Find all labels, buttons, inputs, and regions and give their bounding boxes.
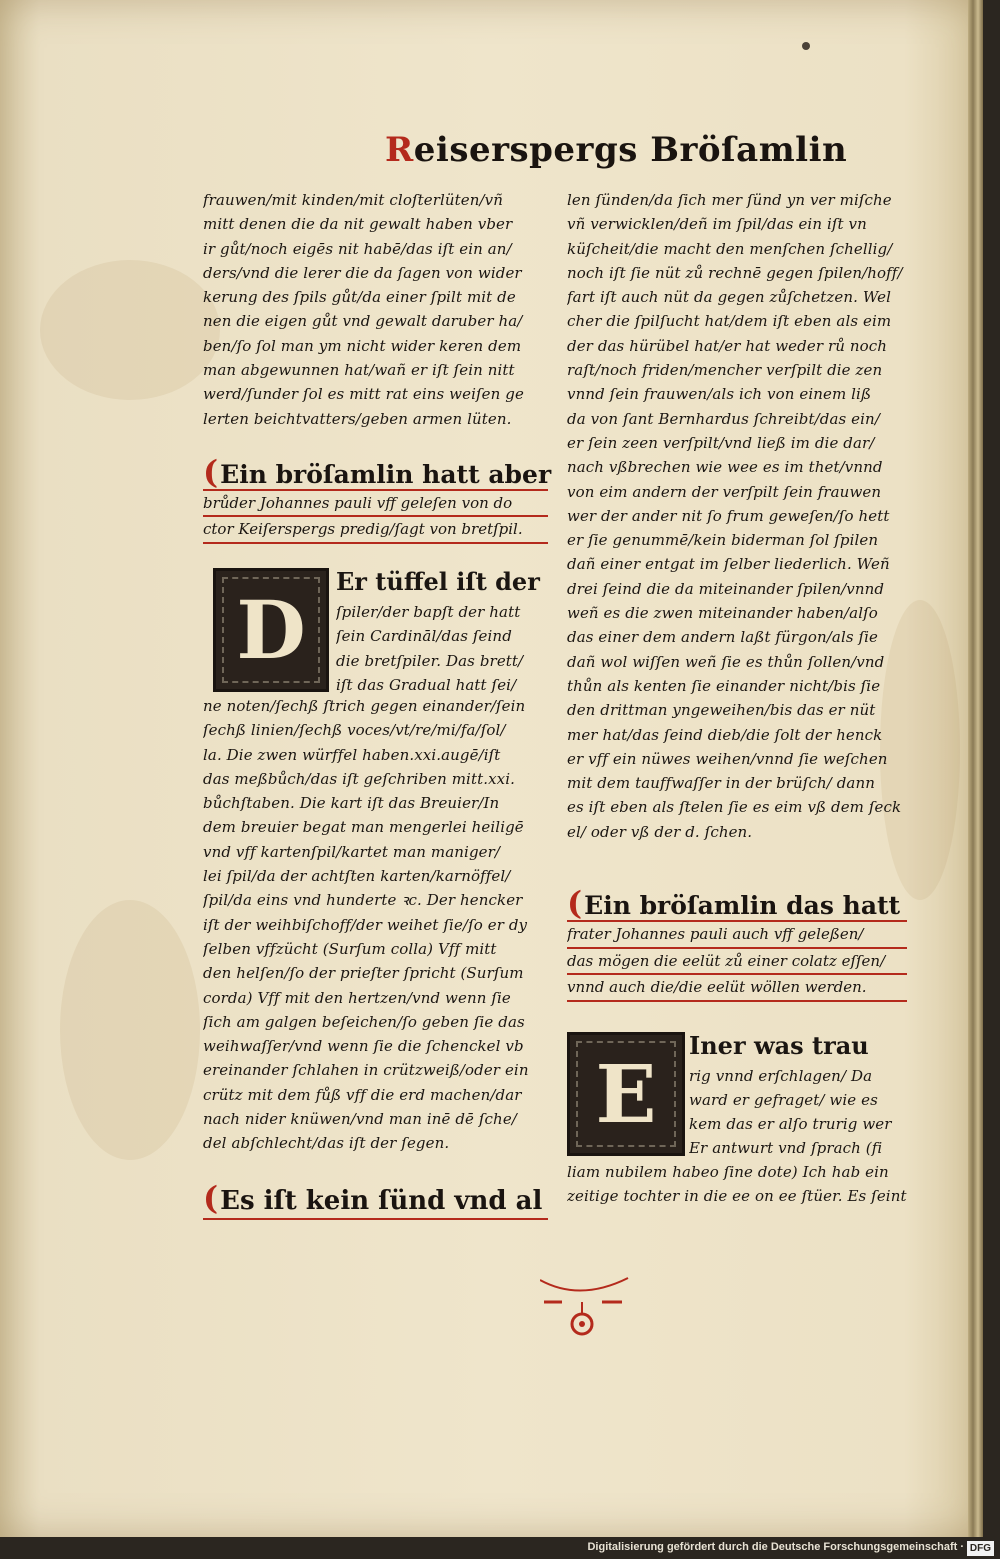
pilcrow-mark: ( bbox=[203, 1178, 219, 1217]
text-line: mer hat/das ſeind dieb/die ſolt der henck bbox=[567, 725, 883, 744]
heading-subline: ctor Keiſerspergs predig/ſagt von bretſpil. bbox=[203, 517, 548, 544]
text-line: den helſen/ſo der prieſter ſpricht (Surſum bbox=[203, 964, 524, 983]
left-section-heading-1 bbox=[203, 452, 552, 544]
heading-subline: brůder Johannes pauli vff geleſen von do bbox=[203, 491, 548, 518]
right-column bbox=[567, 188, 907, 1208]
decorated-initial bbox=[567, 1032, 685, 1156]
text-line: ben/ſo ſol man ym nicht wider keren dem bbox=[203, 336, 522, 355]
right-section-heading-1 bbox=[567, 886, 907, 1002]
initial-side-text bbox=[689, 1028, 907, 1161]
heading-text: Ein bröſamlin hatt aber bbox=[220, 459, 552, 489]
text-line: ſpil/da eins vnd hunderte ꝛc. Der hencker bbox=[203, 891, 523, 910]
left-paragraph-1 bbox=[203, 188, 548, 431]
heading-text: Ein bröſamlin das hatt bbox=[584, 891, 901, 921]
text-line: ward er gefraget/ wie es bbox=[689, 1090, 878, 1109]
initial-side-text bbox=[336, 564, 548, 697]
right-paragraph-1 bbox=[567, 188, 907, 844]
text-line: Er antwurt vnd ſprach (fi bbox=[689, 1139, 883, 1158]
text-line: es iſt eben als ſtelen ſie es eim vß dem ſeck bbox=[567, 798, 902, 817]
section-heading-title bbox=[203, 1178, 548, 1220]
text-line: ſein Cardināl/das ſeind bbox=[336, 627, 512, 646]
left-paragraph-2 bbox=[203, 694, 548, 1156]
text-line: mit dem tauffwaſſer in der brüſch/ dann bbox=[567, 774, 876, 793]
text-line: er ſie genummē/kein biderman ſol ſpilen bbox=[567, 531, 879, 550]
text-line: vnnd ſein frauwen/als ich von einem liß bbox=[567, 385, 872, 404]
initial-letter: D bbox=[236, 582, 306, 677]
text-line: frauwen/mit kinden/mit cloſterlüten/vñ bbox=[203, 191, 503, 209]
heading-subline: frater Johannes pauli auch vff geleßen/ bbox=[567, 922, 907, 949]
binding-hole bbox=[802, 42, 810, 50]
text-line: kerung des ſpils gůt/da einer ſpilt mit de bbox=[203, 288, 516, 307]
text-line: ſpiler/der bapſt der hatt bbox=[336, 602, 521, 621]
page-edge bbox=[968, 0, 983, 1537]
text-line: el/ oder vß der d. ſchen. bbox=[567, 822, 753, 841]
text-line: ſich am galgen beſeichen/ſo geben ſie das bbox=[203, 1012, 525, 1031]
text-line: ir gůt/noch eigēs nit habē/das iſt ein an/ bbox=[203, 239, 512, 258]
text-line: das meßbůch/das iſt geſchriben mitt.xxi. bbox=[203, 769, 515, 788]
left-section-heading-2 bbox=[203, 1178, 548, 1220]
section-heading-title bbox=[203, 452, 552, 491]
text-line: kem das er alſo trurig wer bbox=[689, 1115, 892, 1134]
text-line: werd/ſunder ſol es mitt rat eins weiſen ge bbox=[203, 385, 524, 404]
right-initial-section bbox=[567, 1032, 907, 1158]
text-line: corda) Vff mit den hertzen/vnd wenn ſie bbox=[203, 988, 511, 1007]
text-line: da von ſant Bernhardus ſchreibt/das ein/ bbox=[567, 409, 880, 428]
left-initial-section bbox=[203, 568, 548, 692]
footer-credit: Digitalisierung gefördert durch die Deutsche Forschungsgemeinschaft · bbox=[587, 1541, 964, 1553]
initial-ornament bbox=[576, 1041, 676, 1147]
text-line: noch iſt ſie nüt zů rechnē gegen ſpilen/hoff/ bbox=[567, 263, 903, 282]
text-line: nen die eigen gůt vnd gewalt daruber ha/ bbox=[203, 312, 523, 331]
text-line: wer der ander nit ſo frum geweſen/ſo hett bbox=[567, 506, 890, 525]
text-line: ereinander ſchlahen in crützweiß/oder ein bbox=[203, 1061, 529, 1080]
text-line: rig vnnd erſchlagen/ Da bbox=[689, 1066, 873, 1085]
heading-subline: vnnd auch die/die eelüt wöllen werden. bbox=[567, 975, 907, 1002]
initial-letter: E bbox=[595, 1046, 657, 1141]
lead-line: Er tüffel iſt der bbox=[336, 566, 540, 596]
text-line: dañ einer entgat im ſelber liederlich. Weñ bbox=[567, 555, 890, 574]
text-line: weihwaſſer/vnd wenn ſie die ſchenckel vb bbox=[203, 1037, 524, 1056]
text-line: ders/vnd die lerer die da ſagen von wider bbox=[203, 263, 522, 282]
text-line: cher die ſpilſucht hat/dem iſt eben als eim bbox=[567, 312, 892, 331]
text-line: zeitige tochter in die ee on ee ſtüer. Es ſeint bbox=[567, 1186, 907, 1205]
catchword-ornament bbox=[540, 1272, 630, 1342]
text-line: raſt/noch friden/mencher verſpilt die zen bbox=[567, 361, 883, 380]
text-line: del abſchlecht/das iſt der ſegen. bbox=[203, 1134, 450, 1153]
right-paragraph-2 bbox=[567, 1160, 907, 1209]
text-line: nach vßbrechen wie wee es im thet/vnnd bbox=[567, 458, 883, 477]
section-heading-title bbox=[567, 886, 907, 922]
left-column bbox=[203, 188, 552, 1220]
text-line: iſt der weihbiſchoff/der weihet ſie/ſo er dy bbox=[203, 915, 528, 934]
pilcrow-mark: ( bbox=[567, 884, 583, 923]
heading-subline: das mögen die eelüt zů einer colatz eſſen/ bbox=[567, 949, 907, 976]
text-line: vñ verwicklen/deñ im ſpil/das ein iſt vn bbox=[567, 215, 867, 234]
initial-ornament bbox=[222, 577, 320, 683]
text-line: er vff ein nüwes weihen/vnnd ſie weſchen bbox=[567, 749, 888, 768]
paper-stain bbox=[60, 900, 200, 1160]
text-line: lerten beichtvatters/geben armen lüten. bbox=[203, 409, 512, 428]
text-line: fart iſt auch nüt da gegen zůſchetzen. Wel bbox=[567, 288, 891, 307]
text-line: ſechß linien/ſechß voces/vt/re/mi/fa/ſol/ bbox=[203, 721, 506, 740]
running-title-initial: R bbox=[385, 130, 414, 170]
text-line: drei ſeind die da miteinander ſpilen/vnnd bbox=[567, 579, 885, 598]
text-line: das einer dem andern laßt fürgon/als ſie bbox=[567, 628, 879, 647]
text-line: bůchſtaben. Die kart iſt das Breuier/In bbox=[203, 794, 500, 813]
text-line: crütz mit dem fůß vff die erd machen/dar bbox=[203, 1085, 522, 1104]
text-line: nach nider knüwen/vnd man inē dē ſche/ bbox=[203, 1110, 517, 1129]
paper-stain bbox=[40, 260, 220, 400]
text-line: dañ wol wiſſen weñ ſie es thůn ſollen/vnd bbox=[567, 652, 885, 671]
lead-line: Iner was trau bbox=[689, 1030, 869, 1060]
text-line: la. Die zwen würffel haben.xxi.augē/iſt bbox=[203, 745, 501, 764]
heading-text: Es iſt kein ſünd vnd al bbox=[220, 1185, 543, 1216]
decorated-initial bbox=[213, 568, 329, 692]
text-line: len ſünden/da ſich mer ſünd yn ver miſche bbox=[567, 191, 892, 209]
text-line: thůn als kenten ſie einander nicht/bis ſie bbox=[567, 676, 881, 695]
text-line: dem breuier begat man mengerlei heiligē bbox=[203, 818, 524, 837]
running-title bbox=[385, 130, 847, 170]
text-line: iſt das Gradual hatt ſei/ bbox=[336, 675, 517, 694]
text-line: die bretſpiler. Das brett/ bbox=[336, 651, 524, 670]
dfg-logo: DFG bbox=[967, 1541, 994, 1556]
running-title-text: eiserspergs Bröſamlin bbox=[413, 130, 848, 170]
text-line: liam nubilem habeo ſine dote) Ich hab ein bbox=[567, 1162, 889, 1181]
text-line: er ſein zeen verſpilt/vnd ließ im die dar/ bbox=[567, 433, 875, 452]
text-line: ſelben vffzücht (Surſum colla) Vff mitt bbox=[203, 939, 497, 958]
text-line: den drittman yngeweihen/bis das er nüt bbox=[567, 701, 876, 720]
text-line: ne noten/ſechß ſtrich gegen einander/ſein bbox=[203, 696, 526, 715]
text-line: von eim andern der verſpilt ſein frauwen bbox=[567, 482, 882, 501]
text-line: lei ſpil/da der achtſten karten/karnöffel/ bbox=[203, 867, 511, 886]
text-line: man abgewunnen hat/wañ er iſt ſein nitt bbox=[203, 361, 515, 380]
pilcrow-mark: ( bbox=[203, 452, 219, 491]
text-line: der das hürübel hat/er hat weder rů noch bbox=[567, 336, 888, 355]
text-line: vnd vff kartenſpil/kartet man maniger/ bbox=[203, 842, 501, 861]
text-line: mitt denen die da nit gewalt haben vber bbox=[203, 215, 513, 234]
text-line: küſcheit/die macht den menſchen ſchellig/ bbox=[567, 239, 893, 258]
text-line: weñ es die zwen miteinander haben/alſo bbox=[567, 604, 878, 623]
